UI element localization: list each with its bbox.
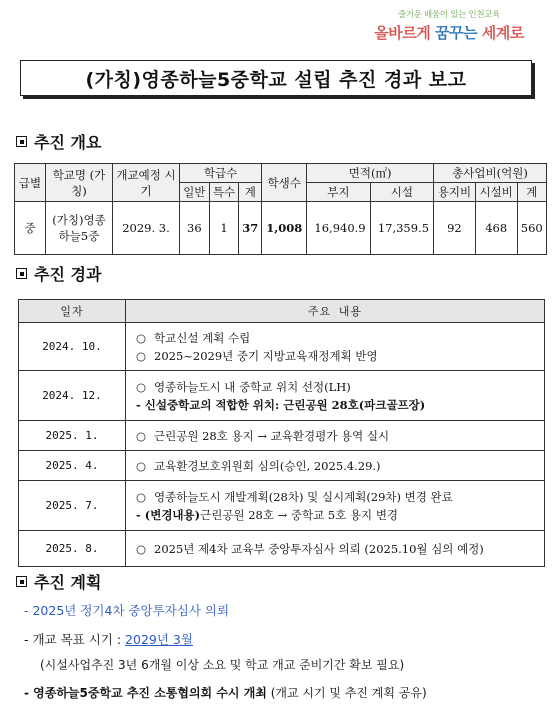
circle-bullet-icon: ○ xyxy=(136,379,147,394)
logo-tagline: 즐거운 배움이 있는 인천교육 xyxy=(397,10,501,20)
th-content: 주요 내용 xyxy=(126,300,545,323)
progress-table xyxy=(18,299,545,567)
th-site: 부지 xyxy=(307,183,370,202)
th-students: 학생수 xyxy=(262,164,307,202)
cell-school: (가칭)영종하늘5중 xyxy=(46,202,113,255)
row-date: 2024. 12. xyxy=(19,371,126,421)
overview-table xyxy=(14,163,547,255)
row-content: ○ 2025년 제4차 교육부 중앙투자심사 의뢰 (2025.10월 심의 예정) xyxy=(126,531,545,567)
document-title: (가칭)영종하늘5중학교 설립 추진 경과 보고 xyxy=(20,60,532,96)
plan-item-1: - 2025년 정기4차 중앙투자심사 의뢰 xyxy=(24,603,230,618)
square-bullet-icon xyxy=(16,268,27,279)
cell-open: 2029. 3. xyxy=(113,202,180,255)
square-bullet-icon xyxy=(16,576,27,587)
plan-item-2-note: (시설사업추진 3년 6개월 이상 소요 및 학교 개교 준비기간 확보 필요) xyxy=(40,658,405,672)
th-facility-cost: 시설비 xyxy=(475,183,517,202)
row-date: 2024. 10. xyxy=(19,323,126,371)
th-budget: 총사업비(억원) xyxy=(434,164,547,183)
row-date: 2025. 4. xyxy=(19,451,126,481)
row-content: ○ 근린공원 28호 용지 → 교육환경평가 용역 실시 xyxy=(126,421,545,451)
table-row xyxy=(19,451,545,481)
section-progress-heading: 추진 경과 xyxy=(16,262,101,285)
plan-item-3: - 영종하늘5중학교 추진 소통협의회 수시 개최 (개교 시기 및 추진 계획 공유) xyxy=(24,686,427,700)
th-classes: 학급수 xyxy=(180,164,262,183)
th-facility: 시설 xyxy=(370,183,433,202)
row-date: 2025. 8. xyxy=(19,531,126,567)
row-date: 2025. 7. xyxy=(19,481,126,531)
circle-bullet-icon: ○ xyxy=(136,428,147,443)
row-content: ○ 영종하늘도시 개발계획(28차) 및 실시계획(29차) 변경 완료 - (변경내용) 근린공원 28호 → 중학교 5호 용지 변경 xyxy=(126,481,545,531)
circle-bullet-icon: ○ xyxy=(136,330,147,345)
cell-land-cost: 92 xyxy=(434,202,476,255)
table-row xyxy=(19,531,545,567)
th-general: 일반 xyxy=(180,183,210,202)
cell-total: 37 xyxy=(239,202,262,255)
section-overview-heading: 추진 개요 xyxy=(16,130,101,153)
table-row xyxy=(19,421,545,451)
circle-bullet-icon: ○ xyxy=(136,541,147,556)
table-row xyxy=(19,323,545,371)
circle-bullet-icon: ○ xyxy=(136,348,147,363)
circle-bullet-icon: ○ xyxy=(136,489,147,504)
table-row xyxy=(15,202,547,255)
cell-facility: 17,359.5 xyxy=(370,202,433,255)
row-date: 2025. 1. xyxy=(19,421,126,451)
logo xyxy=(354,8,544,54)
cell-students: 1,008 xyxy=(262,202,307,255)
th-open: 개교예정 시 기 xyxy=(113,164,180,202)
cell-facility-cost: 468 xyxy=(475,202,517,255)
cell-general: 36 xyxy=(180,202,210,255)
row-content: ○ 교육환경보호위원회 심의(승인, 2025.4.29.) xyxy=(126,451,545,481)
cell-budget-total: 560 xyxy=(517,202,546,255)
square-bullet-icon xyxy=(16,136,27,147)
cell-special: 1 xyxy=(209,202,239,255)
th-school: 학교명 (가칭) xyxy=(46,164,113,202)
cell-level: 중 xyxy=(15,202,46,255)
th-date: 일자 xyxy=(19,300,126,323)
logo-slogan: 올바르게 꿈꾸는 세계로 xyxy=(374,24,524,42)
section-plan-heading: 추진 계획 xyxy=(16,570,101,593)
cell-site: 16,940.9 xyxy=(307,202,370,255)
th-level: 급별 xyxy=(15,164,46,202)
th-special: 특수 xyxy=(209,183,239,202)
row-content: ○ 학교신설 계획 수립 ○ 2025~2029년 중기 지방교육재정계획 반영 xyxy=(126,323,545,371)
table-row xyxy=(19,481,545,531)
th-land-cost: 용지비 xyxy=(434,183,476,202)
plan-item-2: - 개교 목표 시기 : 2029년 3월 xyxy=(24,632,193,647)
th-budget-total: 계 xyxy=(517,183,546,202)
th-area: 면적(㎡) xyxy=(307,164,434,183)
row-content: ○ 영종하늘도시 내 중학교 위치 선정(LH) - 신설중학교의 적합한 위치: 근린공원 28호(파크골프장) xyxy=(126,371,545,421)
table-row xyxy=(19,371,545,421)
circle-bullet-icon: ○ xyxy=(136,458,147,473)
th-total: 계 xyxy=(239,183,262,202)
